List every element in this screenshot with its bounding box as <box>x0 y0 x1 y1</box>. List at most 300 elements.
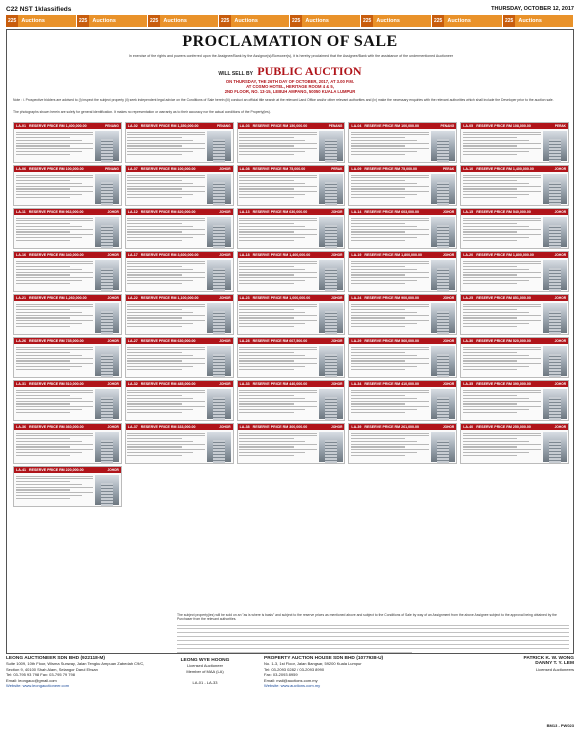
lot-photo <box>95 260 119 290</box>
lot-reserve-price: RESERVE PRICE RM 820,000.00 <box>140 210 196 214</box>
lot-card <box>460 380 569 421</box>
lot-details <box>463 131 541 161</box>
lot-card <box>125 208 234 249</box>
lot-body <box>126 430 233 463</box>
lot-reserve-price: RESERVE PRICE RM 108,000.00 <box>476 124 531 128</box>
ribbon-number: 225 <box>6 15 18 27</box>
lot-number: LA-37 <box>127 425 138 429</box>
lot-card <box>13 466 122 507</box>
lot-photo <box>207 217 231 247</box>
lot-card <box>125 165 234 206</box>
schedule-venue: AT COSMO HOTEL, HERITAGE ROOM 4 & 5, <box>246 84 334 89</box>
lot-body <box>238 172 345 205</box>
lot-photo <box>95 389 119 419</box>
lot-body <box>238 215 345 248</box>
lot-number: LA-39 <box>351 425 362 429</box>
lot-body <box>461 344 568 377</box>
lot-reserve-price: RESERVE PRICE RM 1,400,000.00 <box>29 124 87 128</box>
ribbon-number: 225 <box>77 15 89 27</box>
lot-location: JOHOR <box>107 296 119 300</box>
lot-photo <box>431 432 455 462</box>
lot-card <box>125 337 234 378</box>
auctioneer-2-title: Licensed Auctioneers <box>535 666 574 672</box>
lot-details <box>16 260 94 290</box>
lot-location: JOHOR <box>219 382 231 386</box>
lot-number: LA-18 <box>239 253 250 257</box>
lot-details <box>351 389 429 419</box>
lot-card <box>348 423 457 464</box>
lot-card <box>237 251 346 292</box>
lot-photo <box>95 131 119 161</box>
conditions-text: The subject property(ies) will be sold on an "as is where is basis" and subject to the reserve prices as mentioned above and subject to the Conditions of Sale by way of an Assignment from the above Assignee subject to the approval being obtained by the Purchaser from the relevant authorities. <box>177 613 557 622</box>
company-2-fax: Fax: 03-2093 8959 <box>264 672 298 678</box>
lot-body <box>461 258 568 291</box>
lot-card <box>348 380 457 421</box>
lot-number: LA-05 <box>463 124 474 128</box>
lot-details <box>239 389 317 419</box>
lot-photo <box>543 174 567 204</box>
schedule-date: ON THURSDAY, THE 26TH DAY OF OCTOBER, 2017, AT 3.00 P.M. <box>225 79 355 84</box>
lot-card <box>237 294 346 335</box>
lot-location: JOHOR <box>107 382 119 386</box>
company-1-website[interactable]: Website: www.leongauctioneer.com <box>6 683 70 689</box>
lot-number: LA-23 <box>239 296 250 300</box>
lot-body <box>349 129 456 162</box>
company-2-tel: Tel: 03-2093 0282 / 03-2093 8990 <box>264 666 325 672</box>
lot-location: PENANG <box>216 124 231 128</box>
lot-reserve-price: RESERVE PRICE RM 100,000.00 <box>140 167 196 171</box>
lot-number: LA-04 <box>351 124 362 128</box>
lot-reserve-price: RESERVE PRICE RM 333,000.00 <box>140 425 196 429</box>
lot-reserve-price: RESERVE PRICE RM 540,000.00 <box>476 210 531 214</box>
lot-body <box>14 387 121 420</box>
lot-body <box>14 301 121 334</box>
ribbon-label: Auctions <box>518 18 542 24</box>
lot-location: JOHOR <box>331 210 343 214</box>
lot-number: LA-19 <box>351 253 362 257</box>
lot-reserve-price: RESERVE PRICE RM 560,000.00 <box>364 339 420 343</box>
lot-location: JOHOR <box>554 296 566 300</box>
lot-number: LA-29 <box>351 339 362 343</box>
photos-note: The photographs shown herein are solely for general identification. It makes no representation or warranty as to their accuracy nor the actual conditions of the Property(ies). <box>13 110 271 114</box>
lot-details <box>239 174 317 204</box>
lot-reserve-price: RESERVE PRICE RM 963,000.00 <box>28 210 84 214</box>
lot-number: LA-38 <box>239 425 250 429</box>
ribbon-item <box>290 15 361 27</box>
lot-body <box>238 344 345 377</box>
lot-reserve-price: RESERVE PRICE RM 485,000.00 <box>140 382 196 386</box>
lot-details <box>351 217 429 247</box>
lot-photo <box>431 131 455 161</box>
lot-card <box>13 337 122 378</box>
lot-photo <box>207 346 231 376</box>
lot-location: JOHOR <box>554 253 566 257</box>
lot-details <box>16 131 94 161</box>
lot-card <box>348 122 457 163</box>
lot-details <box>127 260 205 290</box>
lot-photo <box>319 131 343 161</box>
lot-details <box>127 131 205 161</box>
auctioneer-footer <box>6 656 574 730</box>
lot-body <box>238 430 345 463</box>
lot-photo <box>319 303 343 333</box>
lot-number: LA-34 <box>351 382 362 386</box>
lot-photo <box>207 260 231 290</box>
ribbon-item <box>432 15 503 27</box>
lot-details <box>16 346 94 376</box>
lot-card <box>13 251 122 292</box>
lot-card <box>460 251 569 292</box>
lot-details <box>463 389 541 419</box>
lot-reserve-price: RESERVE PRICE RM 1,800,000.00 <box>476 253 534 257</box>
lot-location: JOHOR <box>331 253 343 257</box>
lot-photo <box>431 303 455 333</box>
ribbon-item <box>503 15 574 27</box>
lot-reserve-price: RESERVE PRICE RM 1,000,000.00 <box>252 296 311 300</box>
lot-number: LA-40 <box>463 425 474 429</box>
lot-reserve-price: RESERVE PRICE RM 250,000.00 <box>476 425 531 429</box>
ribbon-item <box>361 15 432 27</box>
lot-photo <box>543 217 567 247</box>
lot-photo <box>319 217 343 247</box>
ribbon-label: Auctions <box>234 18 258 24</box>
lot-location: JOHOR <box>331 382 343 386</box>
lot-body <box>126 301 233 334</box>
intro-text: In exercise of the rights and powers conferred upon the Assignee/Bank by the Assignor(s)/Borrower(s), it is hereby proclaimed that the Assignee/Bank with the assistance of the undermentioned Auctioneer <box>128 54 454 58</box>
lot-number: LA-07 <box>127 167 138 171</box>
lot-location: JOHOR <box>442 253 455 257</box>
lot-reserve-price: RESERVE PRICE RM 735,000.00 <box>29 339 84 343</box>
lot-number: LA-24 <box>351 296 362 300</box>
lot-location: PERAK <box>554 124 566 128</box>
lot-details <box>239 217 317 247</box>
lot-card <box>13 165 122 206</box>
lot-reserve-price: RESERVE PRICE RM 603,000.00 <box>364 210 420 214</box>
lot-number: LA-31 <box>16 382 26 386</box>
auctioneer-1-title: Licensed Auctioneer <box>186 663 224 669</box>
lot-reserve-price: RESERVE PRICE RM 1,400,000.00 <box>476 167 534 171</box>
lot-reserve-price: RESERVE PRICE RM 3,600,000.00 <box>140 253 199 257</box>
lot-location: JOHOR <box>107 210 119 214</box>
lot-reserve-price: RESERVE PRICE RM 851,000.00 <box>476 296 531 300</box>
lot-location: JOHOR <box>107 253 119 257</box>
lot-location: JOHOR <box>219 253 231 257</box>
lot-body <box>14 430 121 463</box>
lot-number: LA-26 <box>16 339 26 343</box>
lot-card <box>348 337 457 378</box>
auctioneer-1-membership: Member of MAA (LA) <box>186 668 224 674</box>
lot-photo <box>207 131 231 161</box>
lot-photo <box>431 260 455 290</box>
lot-number: LA-36 <box>16 425 26 429</box>
lot-details <box>463 303 541 333</box>
ribbon-item <box>6 15 77 27</box>
proclamation-notice <box>6 29 574 654</box>
lot-card <box>125 122 234 163</box>
lot-reserve-price: RESERVE PRICE RM 520,000.00 <box>476 339 531 343</box>
lot-number: LA-25 <box>463 296 474 300</box>
lot-reserve-price: RESERVE PRICE RM 1,350,000.00 <box>140 124 199 128</box>
lot-location: JOHOR <box>442 339 455 343</box>
lot-body <box>14 473 121 506</box>
lot-details <box>239 260 317 290</box>
lot-reserve-price: RESERVE PRICE RM 75,000.00 <box>252 167 306 171</box>
lot-location: PENANG <box>328 124 343 128</box>
lot-number: LA-09 <box>351 167 362 171</box>
lot-details <box>239 432 317 462</box>
ribbon-number: 225 <box>503 15 515 27</box>
lot-number: LA-33 <box>239 382 250 386</box>
lot-reserve-price: RESERVE PRICE RM 1,260,000.00 <box>29 296 87 300</box>
lot-reserve-price: RESERVE PRICE RM 1,100,000.00 <box>140 296 199 300</box>
lot-details <box>16 432 94 462</box>
lot-location: PENANG <box>105 124 119 128</box>
lot-photo <box>319 346 343 376</box>
lot-card <box>13 294 122 335</box>
lot-number: LA-15 <box>463 210 474 214</box>
company-2-website[interactable]: Website: www.auctions.com.my <box>264 683 321 689</box>
auctioneer-person-2 <box>458 656 574 730</box>
lot-body <box>238 258 345 291</box>
ribbon-number: 225 <box>148 15 160 27</box>
lot-details <box>351 346 429 376</box>
lot-body <box>126 215 233 248</box>
lot-details <box>239 131 317 161</box>
lot-location: JOHOR <box>219 210 231 214</box>
lot-location: PENANG <box>105 167 119 171</box>
lot-location: JOHOR <box>107 339 119 343</box>
masthead-date: THURSDAY, OCTOBER 12, 2017 <box>491 6 574 12</box>
lot-reserve-price: RESERVE PRICE RM 510,000.00 <box>29 382 84 386</box>
lot-card <box>460 122 569 163</box>
ribbon-label: Auctions <box>92 18 116 24</box>
public-auction-label: PUBLIC AUCTION <box>257 64 362 78</box>
lot-body <box>126 172 233 205</box>
auctioneer-1-lots: LA-01 - LA-33 <box>192 680 218 686</box>
lot-photo <box>95 475 119 505</box>
lot-location: PERAK <box>331 167 343 171</box>
ribbon-item <box>219 15 290 27</box>
lot-details <box>463 174 541 204</box>
lot-number: LA-12 <box>127 210 138 214</box>
lot-location: JOHOR <box>331 425 343 429</box>
lot-reserve-price: RESERVE PRICE RM 100,000.00 <box>29 167 84 171</box>
lot-reserve-price: RESERVE PRICE RM 75,000.00 <box>364 167 418 171</box>
lot-location: JOHOR <box>554 425 566 429</box>
lot-details <box>351 174 429 204</box>
lot-grid <box>13 122 569 507</box>
lot-reserve-price: RESERVE PRICE RM 340,000.00 <box>29 253 84 257</box>
lot-reserve-price: RESERVE PRICE RM 1,400,000.00 <box>252 253 311 257</box>
lot-details <box>463 260 541 290</box>
ribbon-number: 225 <box>432 15 444 27</box>
lot-number: LA-16 <box>16 253 26 257</box>
lot-number: LA-02 <box>127 124 138 128</box>
lot-card <box>237 208 346 249</box>
lot-photo <box>95 346 119 376</box>
lot-details <box>127 432 205 462</box>
lot-body <box>349 172 456 205</box>
lot-body <box>461 387 568 420</box>
lot-number: LA-01 <box>16 124 26 128</box>
lot-reserve-price: RESERVE PRICE RM 390,000.00 <box>476 382 531 386</box>
lot-photo <box>207 389 231 419</box>
ribbon-number: 225 <box>219 15 231 27</box>
lot-card <box>13 122 122 163</box>
company-2-name: PROPERTY AUCTION HOUSE SDN BHD (1077938-U) <box>264 656 384 661</box>
will-sell-label: WILL SELL BY <box>218 71 253 77</box>
lot-location: JOHOR <box>442 382 455 386</box>
lot-photo <box>95 174 119 204</box>
auctioneer-person-1 <box>160 656 250 730</box>
auctioneer-ref: BM13 - PW023 <box>546 722 574 728</box>
lot-body <box>349 301 456 334</box>
lot-details <box>351 432 429 462</box>
lot-details <box>127 174 205 204</box>
lot-location: JOHOR <box>107 468 119 472</box>
auctioneer-2-name: PATRICK K. W. WONG <box>523 656 574 661</box>
ribbon-label: Auctions <box>305 18 329 24</box>
lot-photo <box>95 303 119 333</box>
lot-photo <box>543 131 567 161</box>
lot-body <box>126 129 233 162</box>
lot-photo <box>543 303 567 333</box>
lot-body <box>126 387 233 420</box>
lot-location: JOHOR <box>554 339 566 343</box>
lot-card <box>460 208 569 249</box>
lot-number: LA-32 <box>127 382 138 386</box>
bidder-note: Note : i. Prospective bidders are advised to (i) inspect the subject property (ii) seek independent legal advice on the Conditions of Sale herein (iii) conduct an official title search at the relevant Land Office and/or other relevant authorities and (iv) make the necessary enquiries with the relevant authorities which shall include the Developer prior to the auction sale. <box>13 98 554 102</box>
lot-body <box>14 172 121 205</box>
company-1-tel: Tel: 03-795 93 798 Fax: 03-795 79 798 <box>6 672 75 678</box>
lot-number: LA-11 <box>16 210 26 214</box>
lot-photo <box>207 432 231 462</box>
lot-body <box>461 172 568 205</box>
lot-details <box>463 346 541 376</box>
lot-number: LA-13 <box>239 210 250 214</box>
lot-reserve-price: RESERVE PRICE RM 630,000.00 <box>252 210 308 214</box>
lot-location: JOHOR <box>219 339 231 343</box>
lot-location: JOHOR <box>219 425 231 429</box>
lot-number: LA-03 <box>239 124 250 128</box>
lot-body <box>126 258 233 291</box>
lot-photo <box>207 174 231 204</box>
lot-body <box>349 258 456 291</box>
ribbon-label: Auctions <box>376 18 400 24</box>
lot-photo <box>319 389 343 419</box>
public-auction-heading <box>7 64 573 79</box>
masthead <box>6 4 574 14</box>
auctioneer-company-2 <box>254 656 454 730</box>
lot-number: LA-06 <box>16 167 26 171</box>
lot-photo <box>543 260 567 290</box>
lot-body <box>461 430 568 463</box>
lot-photo <box>431 346 455 376</box>
lot-card <box>237 122 346 163</box>
lot-reserve-price: RESERVE PRICE RM 220,000.00 <box>29 468 84 472</box>
lot-photo <box>319 174 343 204</box>
lot-photo <box>431 217 455 247</box>
lot-details <box>16 174 94 204</box>
lot-location: JOHOR <box>554 382 566 386</box>
lot-photo <box>543 389 567 419</box>
lot-number: LA-14 <box>351 210 362 214</box>
lot-details <box>16 303 94 333</box>
company-2-email: Email: mail@auctions.com.my <box>264 677 318 683</box>
lot-card <box>348 251 457 292</box>
lot-card <box>125 423 234 464</box>
company-1-address: Suite 1009, 10th Floor, Wisma Sunway, Jalan Tengku Ampuan Zabedah C9/C, Section 9, 40100 Shah Alam, Selangor Darul Ehsan <box>6 661 145 672</box>
lot-location: JOHOR <box>331 339 343 343</box>
lot-number: LA-35 <box>463 382 474 386</box>
lot-details <box>16 389 94 419</box>
lot-details <box>239 346 317 376</box>
lot-number: LA-20 <box>463 253 474 257</box>
lot-card <box>237 423 346 464</box>
lot-card <box>348 208 457 249</box>
lot-body <box>126 344 233 377</box>
company-2-address: No. 1-3, 1st Floor, Jalan Bangsar, 59200 Kuala Lumpur <box>264 661 362 667</box>
lot-details <box>16 217 94 247</box>
lot-photo <box>543 346 567 376</box>
lot-photo <box>543 432 567 462</box>
lot-card <box>237 337 346 378</box>
ribbon-number: 225 <box>361 15 373 27</box>
conditions-fine-print <box>177 625 569 653</box>
lot-photo <box>319 432 343 462</box>
lot-card <box>348 294 457 335</box>
lot-body <box>461 301 568 334</box>
lot-details <box>351 303 429 333</box>
section-ribbon <box>6 15 574 27</box>
company-1-email: Email: leongauc@gmail.com <box>6 677 57 683</box>
lot-photo <box>431 389 455 419</box>
lot-details <box>127 346 205 376</box>
lot-body <box>461 215 568 248</box>
lot-card <box>460 423 569 464</box>
auctioneer-1-name: LEONG WYE HOONG <box>180 658 230 663</box>
lot-location: JOHOR <box>107 425 119 429</box>
lot-details <box>239 303 317 333</box>
lot-card <box>460 165 569 206</box>
page-title: PROCLAMATION OF SALE <box>182 33 398 50</box>
lot-number: LA-08 <box>239 167 250 171</box>
lot-body <box>461 129 568 162</box>
lot-details <box>463 217 541 247</box>
lot-location: JOHOR <box>442 210 455 214</box>
lot-location: JOHOR <box>442 425 455 429</box>
lot-number: LA-28 <box>239 339 250 343</box>
lot-number: LA-41 <box>16 468 26 472</box>
lot-reserve-price: RESERVE PRICE RM 1,800,000.00 <box>364 253 423 257</box>
ribbon-number: 225 <box>290 15 302 27</box>
lot-card <box>460 294 569 335</box>
lot-card <box>125 251 234 292</box>
auctioneer-3-name: DANNY T. Y. LEM <box>535 661 574 667</box>
lot-details <box>463 432 541 462</box>
lot-location: JOHOR <box>442 296 455 300</box>
company-1-name: LEONG AUCTIONEER SDN BHD (922118-M) <box>6 656 105 661</box>
lot-body <box>238 387 345 420</box>
lot-number: LA-10 <box>463 167 474 171</box>
lot-body <box>14 258 121 291</box>
lot-reserve-price: RESERVE PRICE RM 410,000.00 <box>364 382 420 386</box>
lot-details <box>351 131 429 161</box>
lot-reserve-price: RESERVE PRICE RM 261,000.00 <box>364 425 420 429</box>
lot-photo <box>95 217 119 247</box>
lot-photo <box>207 303 231 333</box>
lot-card <box>13 208 122 249</box>
